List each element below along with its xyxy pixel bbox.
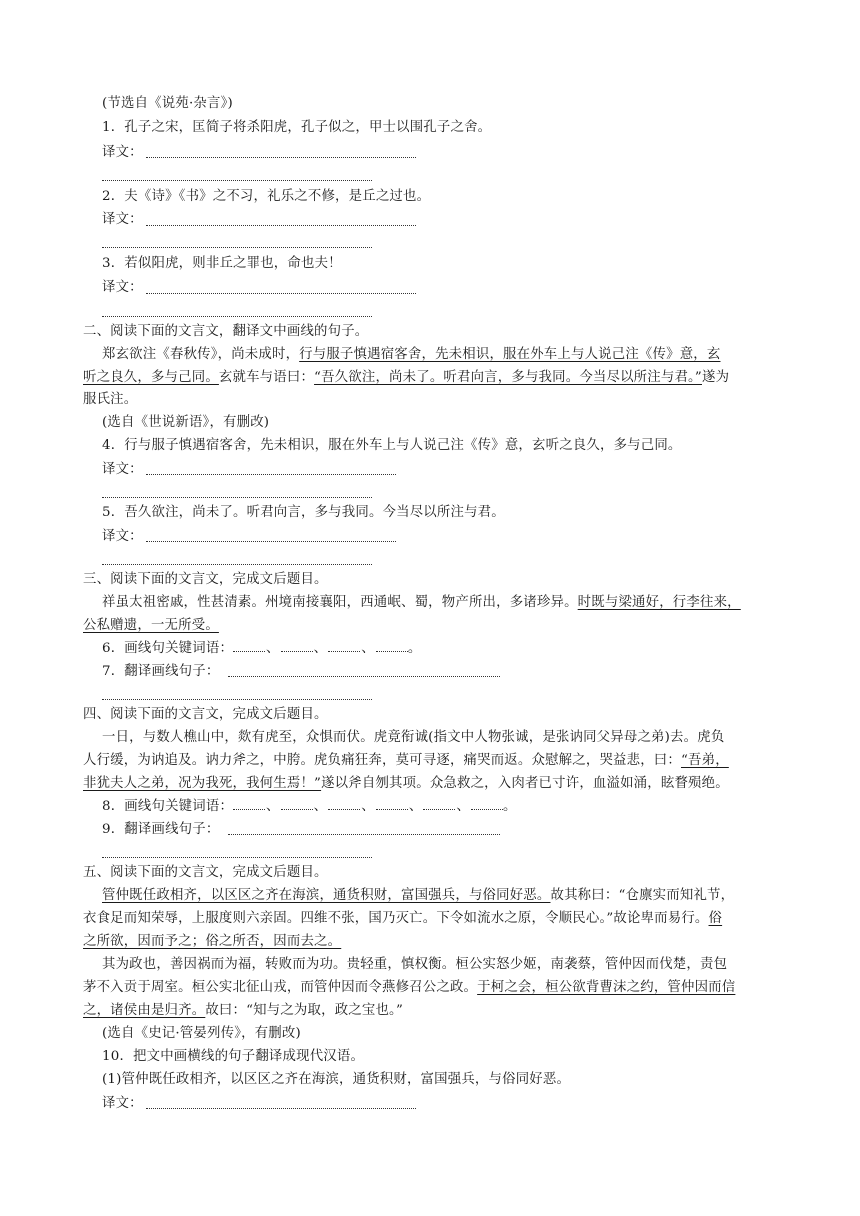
- answer-line-3a[interactable]: [146, 293, 416, 294]
- blank-field[interactable]: [233, 797, 265, 810]
- section-2-heading: 二、阅读下面的文言文，翻译文中画线的句子。: [83, 324, 369, 339]
- underlined-sentence: 听之良久，多与己同。: [83, 370, 219, 385]
- answer-line-7b[interactable]: [102, 699, 372, 700]
- passage-3-line-2: [83, 616, 219, 636]
- passage-5-line-1: 管仲既任政相齐，以区区之齐在海滨，通货积财，富国强兵，与俗同好恶。故其称曰：“仓廪实而知礼节，: [102, 888, 735, 903]
- question-7: 7．翻译画线句子：: [102, 664, 220, 679]
- answer-label-5: 译文：: [102, 529, 143, 544]
- blank-field[interactable]: [471, 797, 503, 810]
- underlined-sentence: 之，诸侯由是归齐。: [83, 1003, 206, 1018]
- answer-label-4: 译文：: [102, 462, 143, 477]
- blank-field[interactable]: [423, 797, 455, 810]
- question-3: 3．若似阳虎，则非丘之罪也，命也夫！: [102, 256, 342, 271]
- blank-field[interactable]: [281, 797, 313, 810]
- passage-2-line-1: 郑玄欲注《春秋传》，尚未成时，行与服子慎遇宿客舍，先未相识，服在外车上与人说己注《传》意，玄: [102, 347, 721, 362]
- underlined-sentence: 非犹夫人之弟，况为我死，我何生焉！”: [83, 776, 322, 791]
- question-5: 5．吾久欲注，尚未了。听君向言，多与我同。今当尽以所注与君。: [102, 505, 505, 520]
- section-3-heading: 三、阅读下面的文言文，完成文后题目。: [83, 572, 328, 587]
- passage-5-line-6: 之，诸侯由是归齐。故曰：“知与之为取，政之宝也。”: [83, 1003, 403, 1018]
- answer-line-1b[interactable]: [102, 180, 372, 181]
- blank-field[interactable]: [328, 639, 360, 652]
- blank-field[interactable]: [233, 639, 265, 652]
- underlined-sentence: 俗: [708, 911, 723, 926]
- question-6: 6．画线句关键词语： 、 、 、 。: [102, 641, 422, 656]
- answer-line-9a[interactable]: [228, 834, 500, 835]
- question-10: 10．把文中画横线的句子翻译成现代汉语。: [102, 1049, 365, 1064]
- question-1: 1．孔子之宋，匡简子将杀阳虎，孔子似之，甲士以围孔子之舍。: [102, 120, 492, 135]
- underlined-sentence: “吾久欲注，尚未了。听君向言，多与我同。今当尽以所注与君。”: [314, 370, 702, 385]
- section-4-heading: 四、阅读下面的文言文，完成文后题目。: [83, 707, 328, 722]
- passage-3-line-1: 祥虽太祖密戚，性甚清素。州境南接襄阳，西通岷、蜀，物产所出，多诸珍异。时既与梁通好，行李往来，: [102, 595, 741, 610]
- question-8: 8．画线句关键词语： 、 、 、 、 、 。: [102, 799, 517, 814]
- answer-line-3b[interactable]: [102, 316, 372, 317]
- underlined-sentence: 管仲既任政相齐，以区区之齐在海滨，通货积财，富国强兵，与俗同好恶。: [102, 888, 551, 903]
- question-9: 9．翻译画线句子：: [102, 822, 220, 837]
- passage-2-line-3: 服氏注。: [83, 392, 138, 407]
- answer-line-9b[interactable]: [102, 857, 372, 858]
- underlined-sentence: 时既与梁通好，行李往来，: [577, 595, 741, 610]
- source-citation-2: (选自《世说新语》，有删改): [102, 415, 270, 430]
- answer-line-4a[interactable]: [146, 474, 396, 475]
- blank-field[interactable]: [376, 797, 408, 810]
- section-5-heading: 五、阅读下面的文言文，完成文后题目。: [83, 865, 328, 880]
- question-10-1: (1)管仲既任政相齐，以区区之齐在海滨，通货积财，富国强兵，与俗同好恶。: [102, 1072, 571, 1087]
- source-citation-5: (选自《史记·管晏列传》，有删改): [102, 1026, 301, 1041]
- passage-4-line-3: 非犹夫人之弟，况为我死，我何生焉！”遂以斧自刎其项。众急救之，入肉者已寸许，血溢如涌，眩瞀殒绝。: [83, 776, 729, 791]
- answer-line-10a[interactable]: [146, 1108, 416, 1109]
- blank-field[interactable]: [328, 797, 360, 810]
- blank-field[interactable]: [281, 639, 313, 652]
- passage-5-line-3: [83, 932, 341, 952]
- question-4: 4．行与服子慎遇宿客舍，先未相识，服在外车上与人说己注《传》意，玄听之良久，多与己同。: [102, 438, 682, 453]
- underlined-sentence: 于柯之会，桓公欲背曹沫之约，管仲因而信: [477, 980, 736, 995]
- answer-line-7a[interactable]: [228, 676, 500, 677]
- blank-field[interactable]: [376, 639, 408, 652]
- question-2: 2．夫《诗》《书》之不习，礼乐之不修，是丘之过也。: [102, 189, 431, 204]
- underlined-sentence: 之所欲，因而予之；俗之所否，因而去之。: [83, 934, 342, 949]
- answer-label-1: 译文：: [102, 145, 143, 160]
- underlined-sentence: 行与服子慎遇宿客舍，先未相识，服在外车上与人说己注《传》意，玄: [299, 347, 721, 362]
- source-citation-1: (节选自《说苑·杂言》): [102, 96, 233, 111]
- answer-line-1a[interactable]: [146, 157, 416, 158]
- underlined-sentence: 公私赠遗，一无所受。: [83, 618, 219, 633]
- answer-line-2b[interactable]: [102, 247, 372, 248]
- underlined-sentence: “吾弟，: [680, 753, 729, 768]
- passage-4-line-2: 人行缓，为讷追及。讷力斧之，中胯。虎负痛狂奔，莫可寻逐，痛哭而返。众慰解之，哭益悲，曰：“吾弟，: [83, 753, 729, 768]
- passage-5-line-4: 其为政也，善因祸而为福，转败而为功。贵轻重，慎权衡。桓公实怒少姬，南袭蔡，管仲因而伐楚，责包: [102, 957, 728, 972]
- answer-line-5a[interactable]: [146, 541, 396, 542]
- passage-2-line-2: 听之良久，多与己同。玄就车与语曰：“吾久欲注，尚未了。听君向言，多与我同。今当尽以所注与君。”遂为: [83, 370, 730, 385]
- answer-line-5b[interactable]: [102, 564, 372, 565]
- answer-label-10: 译文：: [102, 1096, 143, 1111]
- passage-4-line-1: 一日，与数人樵山中，欻有虎至，众惧而伏。虎竟衔诚(指文中人物张诚，是张讷同父异母之弟)去。虎负: [102, 730, 725, 745]
- passage-5-line-2: 衣食足而知荣辱，上服度则六亲固。四维不张，国乃灭亡。下令如流水之原，令顺民心。”故论卑而易行。俗: [83, 911, 723, 926]
- answer-line-4b[interactable]: [102, 497, 372, 498]
- answer-label-2: 译文：: [102, 212, 143, 227]
- answer-line-2a[interactable]: [146, 225, 416, 226]
- answer-label-3: 译文：: [102, 280, 143, 295]
- passage-5-line-5: 茅不入贡于周室。桓公实北征山戎，而管仲因而令燕修召公之政。于柯之会，桓公欲背曹沫之约，管仲因而信: [83, 980, 736, 995]
